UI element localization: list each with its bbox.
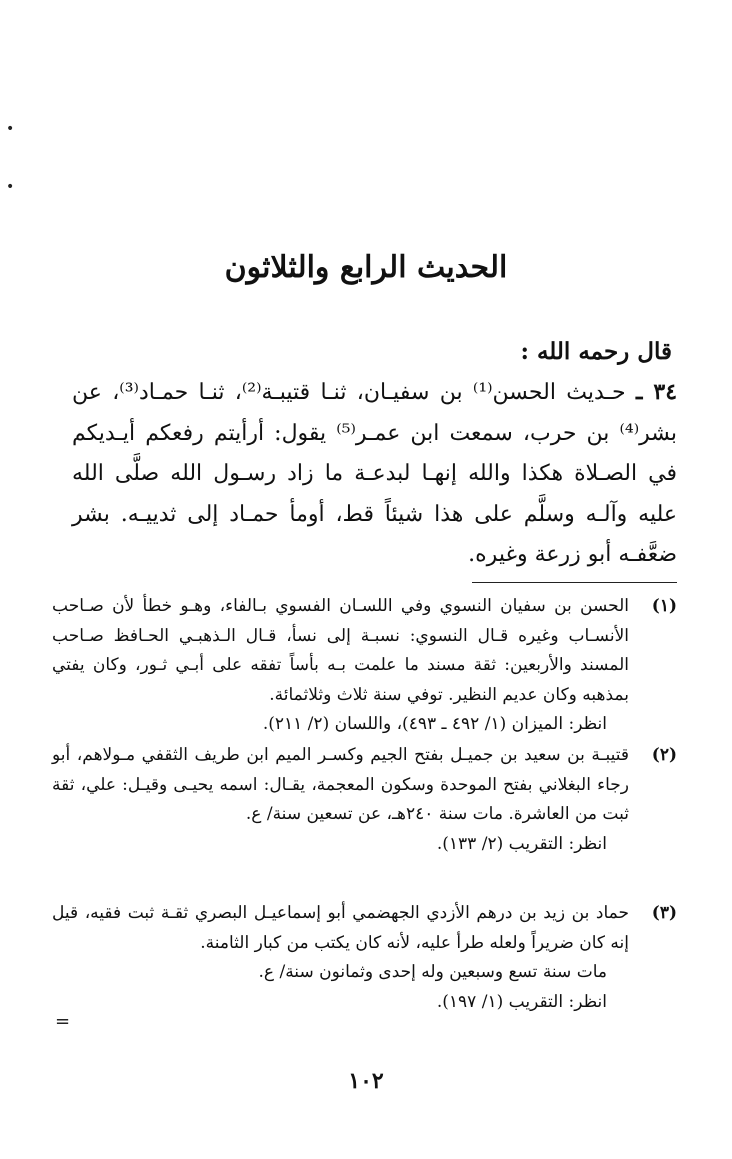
footnote-1-text: الحسن بن سفيان النسوي وفي اللسـان الفسوي بـالفاء، وهـو خطأ لأن صـاحب الأنسـاب وغيره قـال النسوي: نسبـة إلى نسأ، قـال الـذهبـي الحـافظ صـاحب المسند والأربعين: ثقة مسند ما علمت بـه بأساً تفقه على أبـي ثـور، وكان يفتي بمذهبه وكان عديم النظير. توفي سنة ثلاث وثلاثمائة. [52,596,629,705]
footnote-3-text: حماد بن زيد بن درهم الأزدي الجهضمي أبو إسماعيـل البصري ثقـة ثبت فقيه، قيل إنه كان ضريراً ولعله طرأ عليه، لأنه كان يكتب من كبار الثامنة. [52,903,629,953]
footnote-1-reference: انظر: الميزان (١/ ٤٩٢ ـ ٤٩٣)، واللسان (٢/ ٢١١). [262,714,607,735]
footnote-separator [472,582,677,583]
footnote-2-text: قتيبـة بن سعيد بن جميـل بفتح الجيم وكسـر الميم ابن طريف الثقفي مـولاهم، أبو رجاء البغلاني بفتح الموحدة وسكون المعجمة، يقـال: اسمه يحيـى وقيـل: علي، ثقة ثبت من العاشرة. مات سنة ٢٤٠هـ، عن تسعين سنة/ ع. [52,745,629,825]
footnote-2-reference: انظر: التقريب (٢/ ١٣٣). [436,833,607,854]
margin-dot-top: • [6,121,15,137]
page-number: ١٠٢ [348,1068,384,1094]
hadith-number: ٣٤ ـ [635,379,678,405]
footnote-3-reference: انظر: التقريب (١/ ١٩٧). [436,991,607,1012]
footnote-1-number: (١) [651,596,677,616]
hadith-paragraph [72,372,677,576]
footnote-1 [52,592,677,740]
hadith-text: حـديث الحسن⁽¹⁾ بن سفيـان، ثنـا قتيبـة⁽²⁾، ثنـا حمـاد⁽³⁾، عن بشر⁽⁴⁾ بن حرب، سمعت ابن عمـر⁽⁵⁾ يقول: أرأيتم رفعكم أيـديكم في الصـلاة هكذا والله إنهـا لبدعـة ما زاد رسـول الله صلَّى الله عليه وآلـه وسلَّم على هذا شيئاً قط، أومأ حمـاد إلى ثدييـه. بشر ضعَّفـه أبو زرعة وغيره. [72,380,677,568]
intro-line: قال رحمه الله : [520,338,672,365]
chapter-title: الحديث الرابع والثلاثون [224,250,508,286]
footnote-2-number: (٢) [651,745,677,765]
footnote-2 [52,741,677,859]
footnote-3-extra: مات سنة تسع وسبعين وله إحدى وثمانون سنة/ ع. [258,962,607,983]
margin-dash: = [55,1011,71,1032]
footnote-3-number: (٣) [651,903,677,923]
margin-dot-second: • [6,179,15,195]
footnote-3 [52,899,677,1017]
